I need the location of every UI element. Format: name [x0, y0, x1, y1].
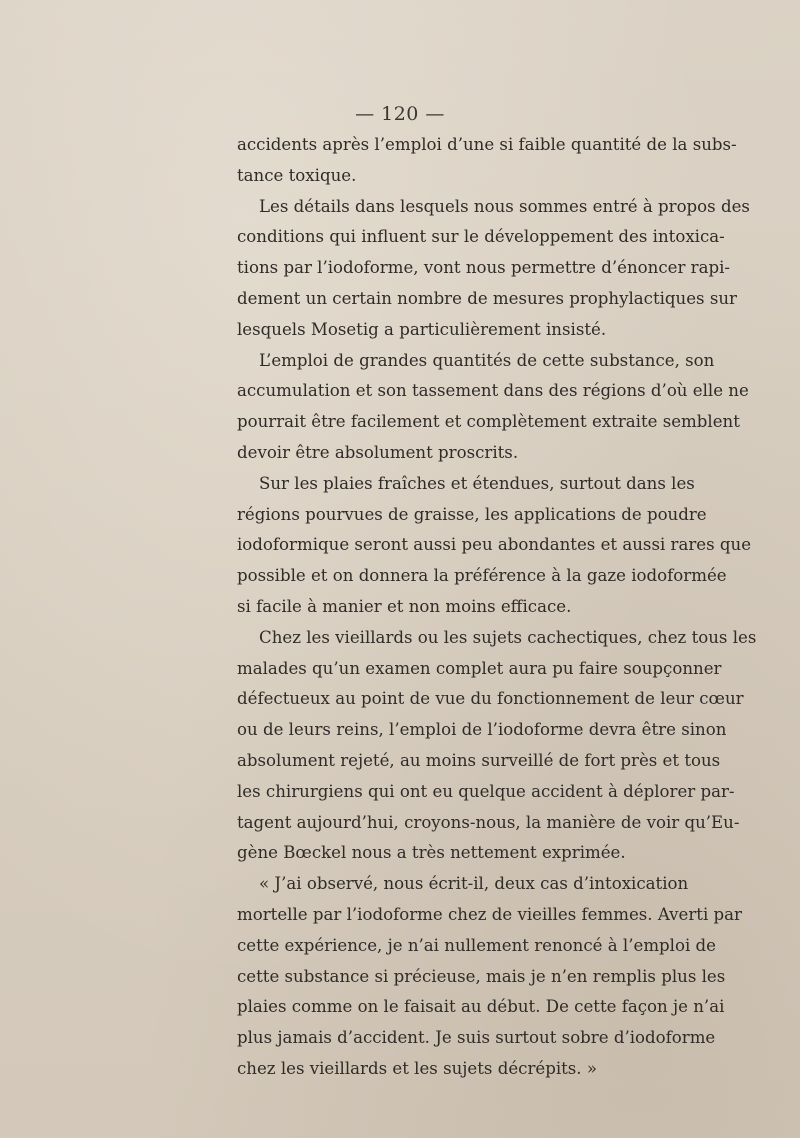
text-line: tance toxique.: [237, 165, 357, 185]
text-line: ou de leurs reins, l’emploi de l’iodoforme devra être sinon: [237, 720, 727, 740]
text-line: possible et on donnera la préférence à la gaze iodoformée: [237, 566, 727, 586]
text-line: Les détails dans lesquels nous sommes entré à propos des: [259, 196, 750, 216]
text-line: conditions qui influent sur le développement des intoxica-: [237, 227, 725, 247]
text-line: accidents après l’emploi d’une si faible quantité de la subs-: [237, 135, 737, 154]
text-line: accumulation et son tassement dans des régions d’où elle ne: [237, 381, 749, 401]
page-number: — 120 —: [355, 103, 445, 125]
text-line: dement un certain nombre de mesures prophylactiques sur: [237, 288, 737, 308]
text-line: absolument rejeté, au moins surveillé de fort près et tous: [237, 750, 721, 770]
text-line: Sur les plaies fraîches et étendues, surtout dans les: [259, 473, 695, 493]
text-line: pourrait être facilement et complètement extraite semblent: [237, 412, 740, 432]
text-line: cette expérience, je n’ai nullement renoncé à l’emploi de: [237, 935, 716, 955]
text-line: lesquels Mosetig a particulièrement insisté.: [237, 319, 607, 339]
text-line: malades qu’un examen complet aura pu faire soupçonner: [237, 658, 722, 678]
text-line: tagent aujourd’hui, croyons-nous, la manière de voir qu’Eu-: [237, 812, 740, 832]
text-line: chez les vieillards et les sujets décrépits. »: [237, 1058, 598, 1078]
text-line: « J’ai observé, nous écrit-il, deux cas d’intoxication: [259, 874, 689, 894]
text-line: L’emploi de grandes quantités de cette substance, son: [259, 350, 715, 370]
text-line: les chirurgiens qui ont eu quelque accident à déplorer par-: [237, 781, 735, 801]
text-line: devoir être absolument proscrits.: [237, 442, 519, 462]
text-line: plus jamais d’accident. Je suis surtout sobre d’iodoforme: [237, 1028, 716, 1048]
text-line: plaies comme on le faisait au début. De cette façon je n’ai: [237, 997, 725, 1017]
text-line: Chez les vieillards ou les sujets cachectiques, chez tous les: [259, 627, 757, 647]
text-line: cette substance si précieuse, mais je n’en remplis plus les: [237, 966, 726, 986]
text-line: gène Bœckel nous a très nettement exprimée.: [237, 843, 626, 863]
text-line: tions par l’iodoforme, vont nous permettre d’énoncer rapi-: [237, 258, 731, 278]
text-line: mortelle par l’iodoforme chez de vieilles femmes. Averti par: [237, 904, 742, 924]
text-line: régions pourvues de graisse, les applications de poudre: [237, 504, 707, 524]
text-line: si facile à manier et non moins efficace.: [237, 596, 572, 616]
text-line: défectueux au point de vue du fonctionnement de leur cœur: [237, 689, 744, 709]
text-line: iodoformique seront aussi peu abondantes et aussi rares que: [237, 535, 752, 555]
body-text: [237, 130, 757, 1085]
